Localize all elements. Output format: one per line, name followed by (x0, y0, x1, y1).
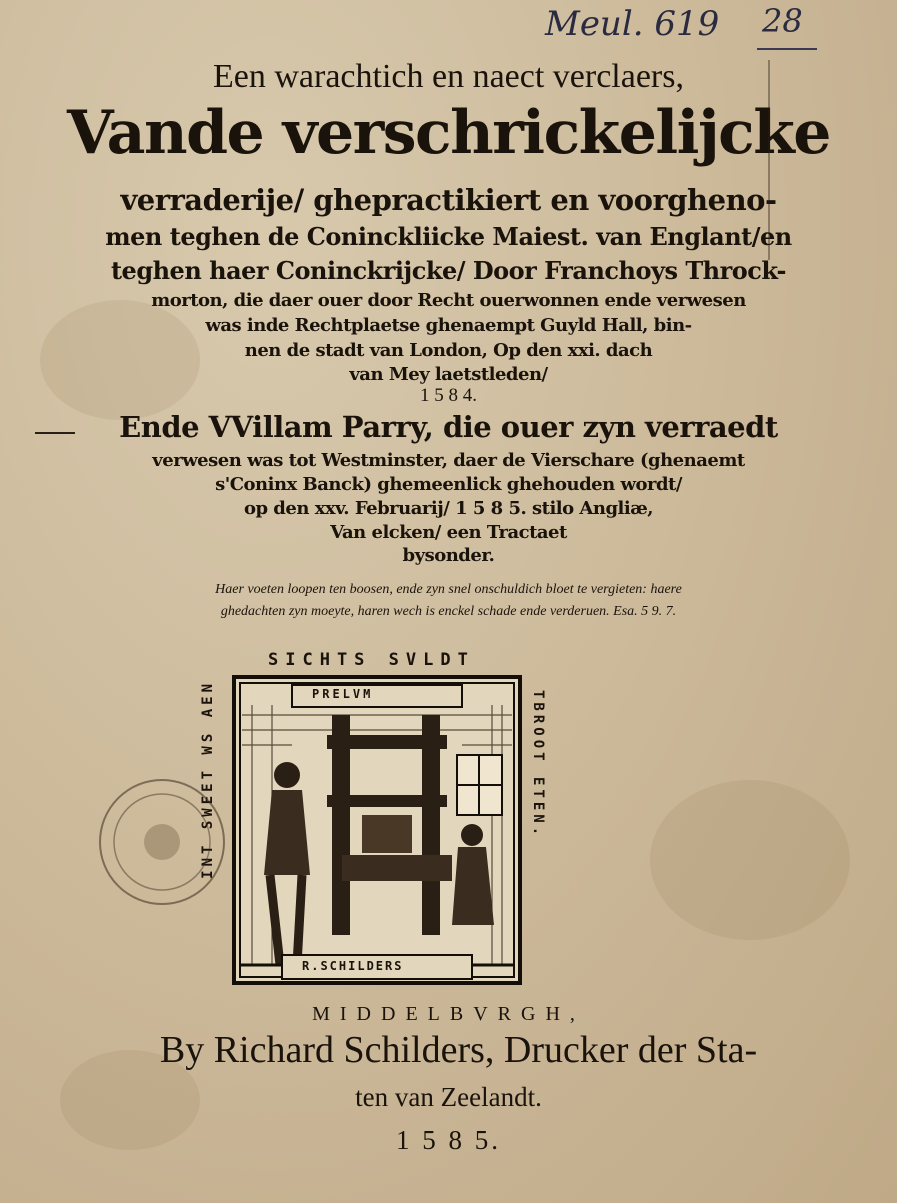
title-line-14: op den xxv. Februarij/ 1 5 8 5. stilo Angliæ, (243, 498, 654, 519)
library-stamp (92, 772, 232, 912)
woodcut-image (232, 675, 522, 985)
paper-stain (650, 780, 850, 940)
epigraph-line-1: Haer voeten loopen ten boosen, ende zyn snel onschuldich bloet te vergieten: haere (215, 582, 682, 597)
title-line-1: Een warachtich en naect verclaers, (213, 58, 684, 95)
title-line-13: s'Coninx Banck) ghemeenlick ghehouden wordt/ (215, 474, 682, 495)
handwritten-shelfmark: Meul. 619 (545, 4, 720, 44)
handwritten-number: 28 (762, 2, 803, 40)
epigraph-line-2: ghedachten zyn moeyte, haren wech is enckel schade ende verderuen. Esa. 5 9. 7. (220, 604, 677, 619)
title-line-5: teghen haer Coninckrijcke/ Door Franchoys Throck- (110, 256, 787, 285)
device-motto-left: INT SWEET WS AEN (200, 680, 216, 879)
imprint-city: MIDDELBVRGH, (312, 1003, 585, 1025)
title-line-9: van Mey laetstleden/ (349, 364, 548, 385)
device-motto-right: TBROOT ETEN. (530, 690, 546, 840)
woodcut-printing-press (232, 675, 522, 985)
imprint-printer-2: ten van Zeelandt. (355, 1082, 542, 1112)
device-plaque-top: PRELVM (312, 687, 374, 701)
device-plaque-bottom: R.SCHILDERS (302, 959, 404, 973)
title-line-15: Van elcken/ een Tractaet (330, 522, 567, 543)
margin-mark (768, 60, 770, 260)
title-year-1: 1 5 8 4. (420, 385, 477, 406)
imprint-year: 1 5 8 5. (396, 1125, 501, 1155)
title-line-11: Ende VVillam Parry, die ouer zyn verraedt (119, 410, 778, 444)
title-line-8: nen de stadt van London, Op den xxi. dach (244, 340, 653, 361)
imprint-printer-1: By Richard Schilders, Drucker der Sta- (159, 1029, 758, 1071)
title-line-16: bysonder. (402, 545, 495, 566)
title-line-6: morton, die daer ouer door Recht ouerwonnen ende verwesen (151, 290, 746, 311)
device-motto-top: SICHTS SVLDT (268, 650, 475, 670)
handwritten-underline (757, 48, 817, 50)
title-line-2: Vande verschrickelijcke (67, 98, 830, 168)
title-line-7: was inde Rechtplaetse ghenaempt Guyld Hall, bin- (205, 315, 692, 336)
title-line-4: men teghen de Coninckliicke Maiest. van Englant/en (105, 222, 792, 251)
title-line-12: verwesen was tot Westminster, daer de Vierschare (ghenaemt (152, 450, 745, 471)
title-line-3: verraderije/ ghepractikiert en voorgheno- (120, 183, 777, 217)
